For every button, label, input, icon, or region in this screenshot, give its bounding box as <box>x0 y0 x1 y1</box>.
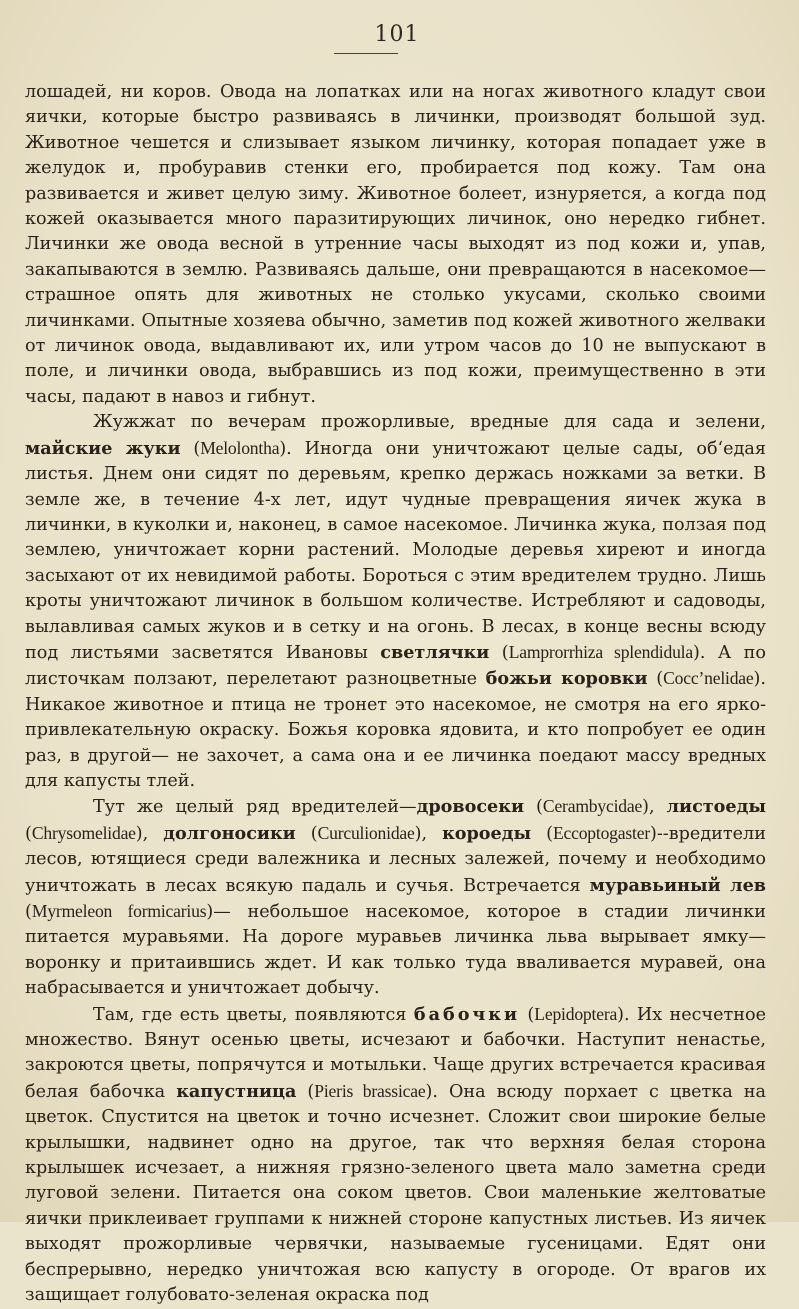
text-run: ( <box>489 642 509 663</box>
text-run: ), <box>135 823 164 844</box>
latin-name: Chrysomelidae <box>31 822 136 843</box>
paragraph <box>25 410 766 794</box>
latin-name: Curculionidae <box>317 822 415 843</box>
text-run: лошадей, ни коров. Овода на лопатках или на ногах животного кладут свои яички, которые быстро развиваясь в личинки, производят большой зуд. Животное чешется и слизывает языком личинку, которая попадает уже в желудок и, пробуравив стенки его, пробирается под кожу. Там она развивается и живет целую зиму. Животное болеет, изнуряется, а когда под кожей оказывается много паразитирующих личинок, оно нередко гибнет. Личинки же овода весной в утренние часы выходят из под кожи и, упав, закапываются в землю. Развиваясь дальше, они превращаются в насекомое—страшное опять для животных не столько укусами, сколько своими личинками. Опытные хозяева обычно, заметив под кожей животного желваки от личинок овода, выдавливают их, или утром часов до 10 не выпускают в поле, и личинки овода, выбравшись из под кожи, преимущественно в эти часы, падают в навоз и гибнут. <box>25 82 766 407</box>
text-run: )--вредители лесов, ютящиеся среди валежника и лесных залежей, почему и необходимо уничтожать в лесах всякую падаль и сучья. Встречается <box>25 823 766 896</box>
text-run: ( <box>524 797 543 818</box>
page-number-rule <box>334 53 398 54</box>
bold-term: майские жуки <box>25 437 181 459</box>
book-page <box>22 22 772 1306</box>
body-text <box>25 80 766 1309</box>
text-run: ( <box>25 823 32 844</box>
bold-term: муравьиный лев <box>589 874 766 896</box>
bold-term: короеды <box>442 822 532 844</box>
bold-term: дровосеки <box>416 796 524 818</box>
latin-name: Pieris brassicae <box>314 1080 426 1101</box>
bold-term: капустница <box>176 1080 297 1102</box>
text-run: ( <box>647 669 664 690</box>
text-run: ). Иногда они уничтожают целые сады, об‘едая листья. Днем они сидят по деревьям, крепко держась ножками за ветки. В земле же, в течение 4-х лет, идут чудные превращения яичек жука в личинки, в куколки и, наконец, в самое насекомое. Личинка жука, ползая под землею, уничтожает корни растений. Молодые деревья хиреют и иногда засыхают от их невидимой работы. Бороться с этим вредителем трудно. Лишь кроты уничтожают личинок в большом количестве. Истребляют и садоводы, вылавливая самых жуков и в сетку и на огонь. В лесах, в конце весны всюду под листьями засветятся Ивановы <box>25 438 766 663</box>
text-run: ( <box>295 823 318 844</box>
paragraph <box>25 80 766 410</box>
text-run: ). Их несчетное множество. Вянут осенью цветы, исчезают и бабочки. Наступит ненастье, закроются цветы, попрячутся и мотыльки. Чаще других встречается красивая белая бабочка <box>25 1004 766 1102</box>
bold-term: светлячки <box>380 641 490 663</box>
page-number: 101 <box>374 22 420 47</box>
text-run: Жужжат по вечерам прожорливые, вредные для сада и зелени, <box>93 412 766 433</box>
text-run: ). Никакое животное и птица не тронет это насекомое, не смотря на его ярко-привлекательную окраску. Божья коровка ядовита, и кто попробует ее один раз, в другой— не захочет, а сама она и ее личинка поедают массу вредных для капусты тлей. <box>25 669 766 791</box>
text-run: ( <box>180 438 201 459</box>
text-run: ( <box>25 902 32 922</box>
paragraph <box>25 794 766 1001</box>
latin-name: Eccoptogaster <box>552 822 650 843</box>
text-run: ( <box>296 1081 315 1102</box>
text-run: Тут же целый ряд вредителей— <box>93 797 417 818</box>
text-run: )— небольшое насекомое, которое в стадии личинки питается муравьями. На дороге муравьев личинка льва вырывает ямку—воронку и притаившись ждет. И как только туда вваливается муравей, она набрасывается и уничтожает добычу. <box>25 902 766 999</box>
text-run: ). А по листочкам ползают, перелетают разноцветные <box>25 642 766 690</box>
bold-term: божьи коровки <box>485 668 648 690</box>
latin-name: Myrmeleon formicarius <box>31 901 207 921</box>
text-run: Там, где есть цветы, появляются <box>93 1004 414 1025</box>
text-run: ), <box>642 797 667 818</box>
text-run: ). Она всюду порхает с цветка на цветок. Спустится на цветок и точно исчезнет. Сложит свои широкие белые крылышки, надвинет одно на другое, так что верхняя белая сторона крылышек исчезает, а нижняя грязно-зеленого цвета мало заметна среди луговой зелени. Питается она соком цветов. Свои маленькие желтоватые яички приклеивает группами к нижней стороне капустных листьев. Из яичек выходят прожорливые червячки, называемые гусеницами. Едят они беспрерывно, нередко уничтожая всю капусту в огороде. От врагов их защищает голубовато-зеленая окраска под <box>25 1081 767 1306</box>
spaced-term: бабочки <box>413 1003 521 1025</box>
latin-name: Cerambycidae <box>542 796 643 817</box>
bold-term: листоеды <box>666 796 766 818</box>
text-run: ), <box>414 823 443 844</box>
bold-term: долгоносики <box>163 822 296 844</box>
paragraph <box>25 1002 766 1309</box>
latin-name: Lepidoptera <box>534 1003 618 1024</box>
text-run: ( <box>531 823 553 844</box>
latin-name: Lamprorrhiza splendidula <box>508 641 693 662</box>
latin-name: Cocc’nelidae <box>663 668 754 689</box>
latin-name: Melolontha <box>200 437 280 458</box>
text-run: ( <box>520 1004 535 1025</box>
